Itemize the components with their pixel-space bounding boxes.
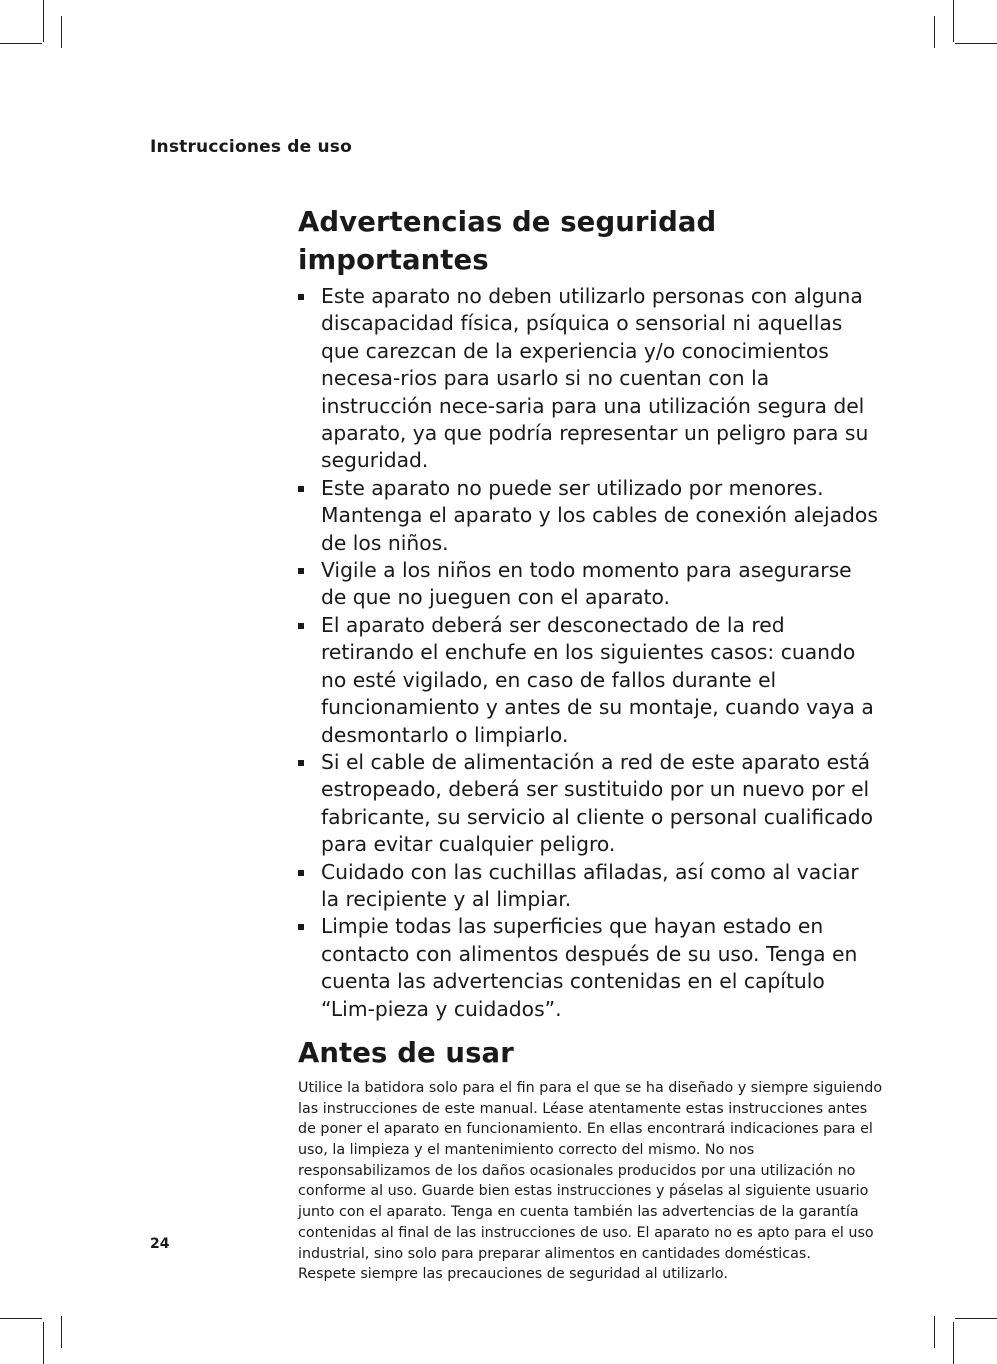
crop-mark (61, 1316, 62, 1348)
list-item (298, 283, 883, 475)
crop-mark (0, 1318, 42, 1319)
safety-heading: Advertencias de seguridad importantes (298, 206, 717, 276)
page-content (298, 203, 883, 1285)
list-item-text: Este aparato no deben utilizarlo personas con alguna discapacidad física, psíquica o sensorial ni aquellas que carezcan de la experiencia y/o conocimientos necesa-rios para usarlo si no cuentan con la instrucción nece-saria para una utilización segura del aparato, ya que podría representar un peligro para su seguridad. (321, 284, 869, 473)
bullet-icon (298, 486, 304, 492)
crop-mark (43, 1322, 44, 1364)
page-number: 24 (150, 1236, 170, 1252)
list-item (298, 749, 883, 859)
crop-mark (934, 1316, 935, 1348)
list-item-text: Este aparato no puede ser utilizado por menores. Mantenga el aparato y los cables de conexión alejados de los niños. (321, 475, 878, 555)
list-item (298, 557, 883, 612)
bullet-icon (298, 568, 304, 574)
list-item (298, 859, 883, 914)
list-item (298, 475, 883, 557)
crop-mark (953, 1322, 954, 1364)
bullet-icon (298, 623, 304, 629)
crop-mark (955, 1318, 997, 1319)
before-use-body (298, 1078, 883, 1285)
bullet-icon (298, 294, 304, 300)
crop-mark (43, 0, 44, 42)
bullet-icon (298, 760, 304, 766)
bullet-icon (298, 924, 304, 930)
crop-mark (953, 0, 954, 42)
crop-mark (61, 16, 62, 48)
list-item-text: Limpie todas las superficies que hayan estado en contacto con alimentos después de su uso. Tenga en cuenta las advertencias contenidas en el capítulo “Lim-pieza y cuidados”. (321, 914, 858, 1021)
crop-mark (934, 16, 935, 48)
list-item-text: Cuidado con las cuchillas afiladas, así como al vaciar la recipiente y al limpiar. (321, 859, 859, 911)
body-paragraph: Utilice la batidora solo para el fin para el que se ha diseñado y siempre siguiendo las instrucciones de este manual. Léase atentamente estas instrucciones antes de poner el aparato en funcionamiento. En ellas encontrará indicaciones para el uso, la limpieza y el mantenimiento correcto del mismo. No nos responsabilizamos de los daños ocasionales producidos por una utilización no conforme al uso. Guarde bien estas instrucciones y páselas al siguiente usuario junto con el aparato. Tenga en cuenta también las advertencias de la garantía contenidas al final de las instrucciones de uso. El aparato no es apto para el uso industrial, sino solo para preparar alimentos en cantidades domésticas. (298, 1079, 883, 1262)
list-item-text: El aparato deberá ser desconectado de la red retirando el enchufe en los siguientes casos: cuando no esté vigilado, en caso de fallos durante el funcionamiento y antes de su montaje, cuando vaya a desmontarlo o limpiarlo. (321, 612, 874, 747)
running-header: Instrucciones de uso (150, 137, 353, 157)
body-paragraph: Respete siempre las precauciones de seguridad al utilizarlo. (298, 1266, 728, 1283)
list-item-text: Si el cable de alimentación a red de este aparato está estropeado, deberá ser sustituido por un nuevo por el fabricante, su servicio al cliente o personal cualificado para evitar cualquier peligro. (321, 749, 874, 857)
crop-mark (0, 43, 42, 44)
list-item-text: Vigile a los niños en todo momento para asegurarse de que no jueguen con el aparato. (321, 558, 852, 610)
bullet-icon (298, 870, 304, 876)
list-item (298, 612, 883, 749)
crop-mark (955, 43, 997, 44)
before-use-heading: Antes de usar (298, 1036, 514, 1069)
safety-list (298, 283, 883, 1023)
list-item (298, 913, 883, 1023)
